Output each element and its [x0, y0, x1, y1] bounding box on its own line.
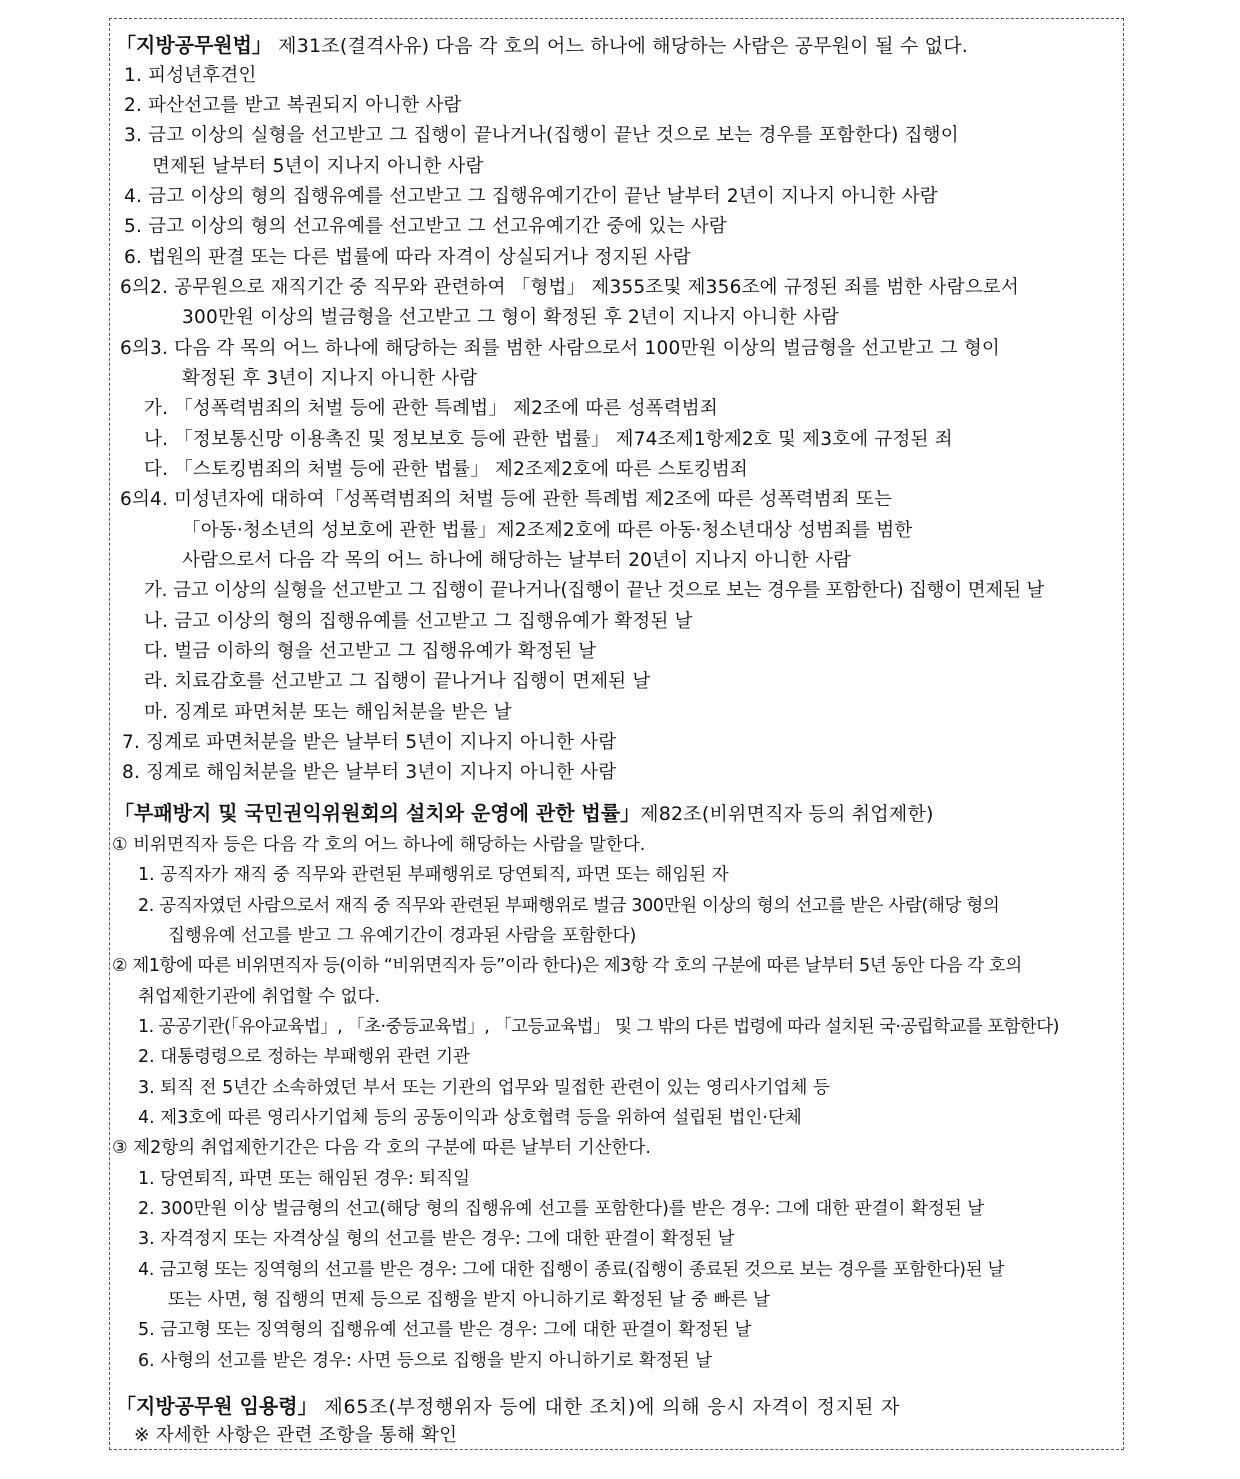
s2-item-cont: 또는 사면, 형 집행의 면제 등으로 집행을 받지 아니하기로 확정된 날 중 빠른 날	[168, 1290, 770, 1310]
s1-item-cont: 300만원 이상의 벌금형을 선고받고 그 형이 확정된 후 2년이 지나지 아니한 사람	[182, 307, 839, 328]
s1-item: 6의2. 공무원으로 재직기간 중 직무와 관련하여 「형법」 제355조및 제356조에 규정된 죄를 범한 사람으로서	[120, 277, 1019, 298]
s1-item-cont: 확정된 후 3년이 지나지 아니한 사람	[182, 368, 478, 389]
s2-item: 4. 제3호에 따른 영리사기업체 등의 공동이익과 상호협력 등을 위하여 설립된 법인·단체	[138, 1108, 802, 1128]
s2-paragraph: ③ 제2항의 취업제한기간은 다음 각 호의 구분에 따른 날부터 기산한다.	[112, 1138, 651, 1158]
s2-item: 4. 금고형 또는 징역형의 선고를 받은 경우: 그에 대한 집행이 종료(집행이 종료된 것으로 보는 경우를 포함한다)된 날	[138, 1260, 1005, 1280]
s1-item: 6의4. 미성년자에 대하여「성폭력범죄의 처벌 등에 관한 특례법 제2조에 따른 성폭력범죄 또는	[120, 489, 893, 510]
s2-item: 2. 300만원 이상 벌금형의 선고(해당 형의 집행유예 선고를 포함한다)를 받은 경우: 그에 대한 판결이 확정된 날	[138, 1199, 985, 1219]
section2-heading	[114, 798, 934, 829]
s1-item: 6의3. 다음 각 목의 어느 하나에 해당하는 죄를 범한 사람으로서 100만원 이상의 벌금형을 선고받고 그 형이	[120, 338, 1000, 359]
s2-item: 1. 당연퇴직, 파면 또는 해임된 경우: 퇴직일	[138, 1169, 471, 1189]
section1-heading	[116, 30, 968, 61]
section3-heading	[116, 1391, 900, 1422]
s2-item: 1. 공직자가 재직 중 직무와 관련된 부패행위로 당연퇴직, 파면 또는 해임된 자	[138, 865, 729, 885]
s1-subitem: 나. 금고 이상의 형의 집행유예를 선고받고 그 집행유예가 확정된 날	[144, 611, 693, 632]
s1-subitem: 라. 치료감호를 선고받고 그 집행이 끝나거나 집행이 면제된 날	[144, 671, 651, 692]
s2-item: 3. 퇴직 전 5년간 소속하였던 부서 또는 기관의 업무와 밀접한 관련이 있는 영리사기업체 등	[138, 1078, 830, 1098]
section3-article: 제65조(부정행위자 등에 대한 조치)에 의해 응시 자격이 정지된 자	[317, 1396, 901, 1418]
s2-paragraph: ① 비위면직자 등은 다음 각 호의 어느 하나에 해당하는 사람을 말한다.	[112, 835, 646, 855]
s2-item: 3. 자격정지 또는 자격상실 형의 선고를 받은 경우: 그에 대한 판결이 확정된 날	[138, 1229, 735, 1249]
s1-item: 1. 피성년후견인	[124, 65, 257, 86]
s1-subitem: 가. 「성폭력범죄의 처벌 등에 관한 특례법」 제2조에 따른 성폭력범죄	[144, 398, 718, 419]
document-box	[109, 18, 1124, 1450]
s1-subitem: 다. 벌금 이하의 형을 선고받고 그 집행유예가 확정된 날	[144, 641, 597, 662]
s2-item: 5. 금고형 또는 징역형의 집행유예 선고를 받은 경우: 그에 대한 판결이 확정된 날	[138, 1320, 752, 1340]
s1-subitem: 다. 「스토킹범죄의 처벌 등에 관한 법률」 제2조제2호에 따른 스토킹범죄	[144, 459, 748, 480]
s1-item: 2. 파산선고를 받고 복권되지 아니한 사람	[124, 95, 462, 116]
section3-law-title: 「지방공무원 임용령」	[116, 1394, 318, 1418]
s2-item: 6. 사형의 선고를 받은 경우: 사면 등으로 집행을 받지 아니하기로 확정된 날	[138, 1351, 713, 1371]
s1-subitem: 마. 징계로 파면처분 또는 해임처분을 받은 날	[144, 702, 512, 723]
s2-item: 2. 대통령령으로 정하는 부패행위 관련 기관	[138, 1047, 470, 1067]
section2-article: 제82조(비위면직자 등의 취업제한)	[640, 803, 934, 825]
s1-item: 4. 금고 이상의 형의 집행유예를 선고받고 그 집행유예기간이 끝난 날부터 2년이 지나지 아니한 사람	[124, 186, 938, 207]
s2-item: 1. 공공기관(「유아교육법」, 「초·중등교육법」, 「고등교육법」 및 그 밖의 다른 법령에 따라 설치된 국·공립학교를 포함한다)	[138, 1017, 1059, 1037]
s2-paragraph-cont: 취업제한기관에 취업할 수 없다.	[138, 987, 381, 1007]
s1-item: 3. 금고 이상의 실형을 선고받고 그 집행이 끝나거나(집행이 끝난 것으로 보는 경우를 포함한다) 집행이	[124, 125, 959, 146]
s1-item-cont: 사람으로서 다음 각 목의 어느 하나에 해당하는 날부터 20년이 지나지 아니한 사람	[182, 550, 852, 571]
s1-item: 6. 법원의 판결 또는 다른 법률에 따라 자격이 상실되거나 정지된 사람	[124, 247, 691, 268]
s1-item: 5. 금고 이상의 형의 선고유예를 선고받고 그 선고유예기간 중에 있는 사람	[124, 216, 727, 237]
s2-item: 2. 공직자였던 사람으로서 재직 중 직무와 관련된 부패행위로 벌금 300만원 이상의 형의 선고를 받은 사람(해당 형의	[138, 896, 1000, 916]
s1-item-cont: 「아동·청소년의 성보호에 관한 법률」제2조제2호에 따른 아동·청소년대상 성범죄를 범한	[182, 520, 913, 541]
s1-item: 8. 징계로 해임처분을 받은 날부터 3년이 지나지 아니한 사람	[122, 762, 617, 783]
section1-article: 제31조(결격사유) 다음 각 호의 어느 하나에 해당하는 사람은 공무원이 될 수 없다.	[271, 35, 969, 57]
s1-item-cont: 면제된 날부터 5년이 지나지 아니한 사람	[152, 156, 484, 177]
s1-item: 7. 징계로 파면처분을 받은 날부터 5년이 지나지 아니한 사람	[122, 732, 617, 753]
s3-note: ※ 자세한 사항은 관련 조항을 통해 확인	[134, 1425, 458, 1446]
s2-paragraph: ② 제1항에 따른 비위면직자 등(이하 “비위면직자 등”이라 한다)은 제3항 각 호의 구분에 따른 날부터 5년 동안 다음 각 호의	[112, 956, 1022, 976]
s1-subitem: 가. 금고 이상의 실형을 선고받고 그 집행이 끝나거나(집행이 끝난 것으로 보는 경우를 포함한다) 집행이 면제된 날	[144, 580, 1045, 601]
s2-item-cont: 집행유예 선고를 받고 그 유예기간이 경과된 사람을 포함한다)	[168, 926, 637, 946]
section2-law-title: 「부패방지 및 국민권익위원회의 설치와 운영에 관한 법률」	[114, 801, 641, 825]
s1-subitem: 나. 「정보통신망 이용촉진 및 정보보호 등에 관한 법률」 제74조제1항제2호 및 제3호에 규정된 죄	[144, 429, 953, 450]
section1-law-title: 「지방공무원법」	[116, 33, 272, 57]
